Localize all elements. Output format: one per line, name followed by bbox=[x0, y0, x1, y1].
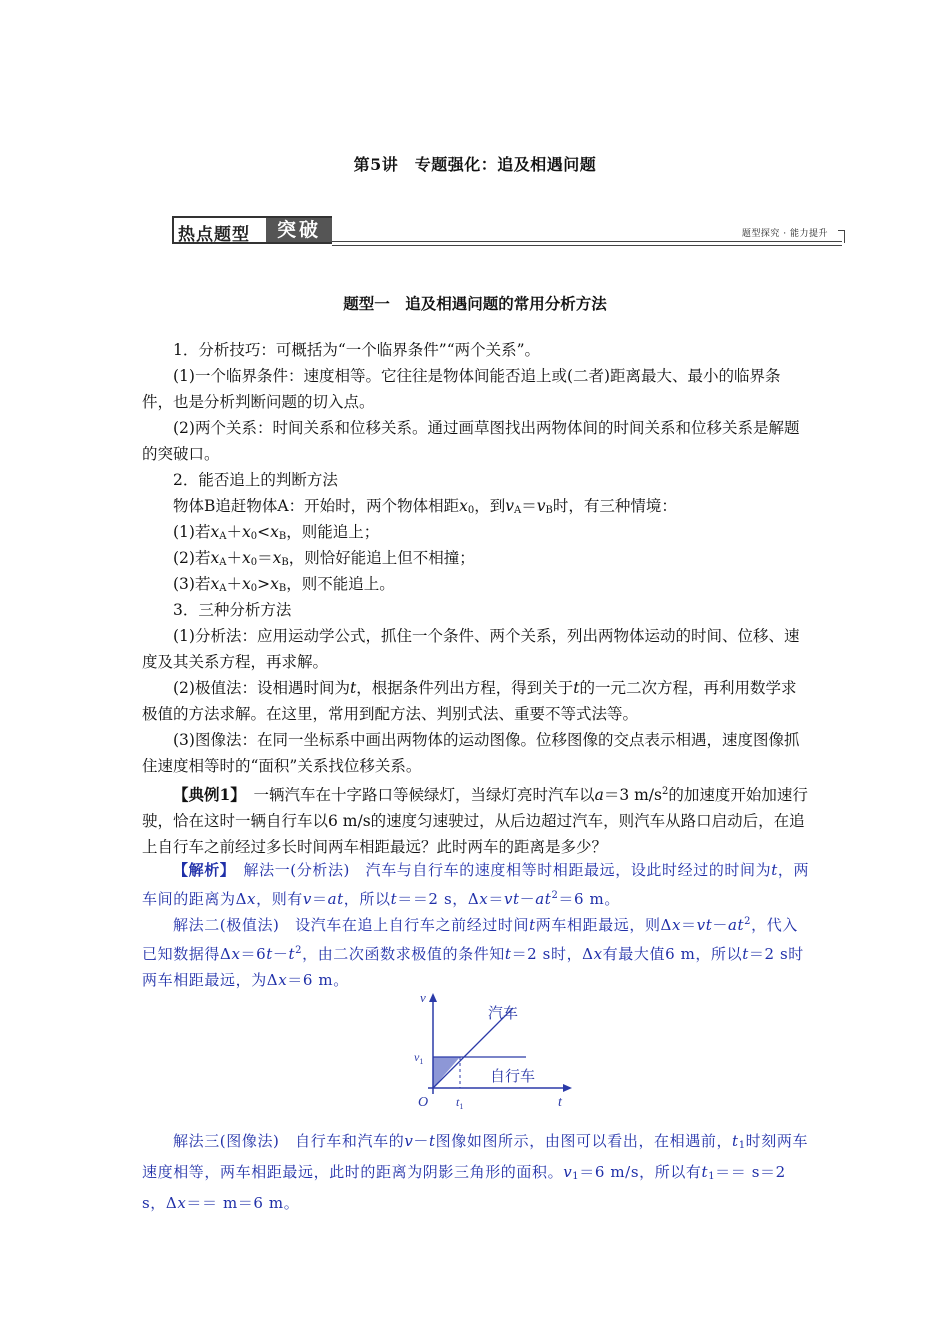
math-sub: 0 bbox=[467, 505, 475, 516]
v-axis-label: v bbox=[420, 990, 426, 1005]
text: ＝ bbox=[521, 497, 537, 515]
section-banner bbox=[172, 216, 844, 250]
text: ＋ bbox=[226, 575, 242, 593]
text: < bbox=[257, 523, 271, 541]
text: ，到 bbox=[474, 497, 506, 515]
t1-label-sub: 1 bbox=[459, 1102, 464, 1111]
math-var: x bbox=[241, 575, 251, 593]
text: ，则能追上； bbox=[286, 523, 380, 541]
banner-rule-lower bbox=[332, 245, 842, 246]
text: ，则不能追上。 bbox=[286, 575, 395, 593]
text: － bbox=[712, 916, 728, 934]
text: 时刻两车速度相等，两车相距最远，此时的距离为阴影三角形的面积。 bbox=[142, 1132, 809, 1181]
math-sub: 0 bbox=[250, 557, 258, 568]
text: ＝6 m/s，所以有 bbox=[579, 1163, 702, 1181]
math-sup: 2 bbox=[744, 916, 752, 927]
math-var: x bbox=[459, 497, 468, 515]
math-var: t bbox=[349, 679, 357, 697]
text: ＋ bbox=[226, 523, 242, 541]
t1-label-var: t bbox=[456, 1095, 460, 1109]
math-var: t bbox=[573, 679, 580, 697]
text: (2)若 bbox=[173, 549, 211, 567]
paragraph-analysis-method: (1)分析法：应用运动学公式，抓住一个条件、两个关系，列出两物体运动的时间、位移、速度及其关系方程，再求解。 bbox=[142, 627, 800, 671]
text: ＝6 bbox=[240, 945, 267, 963]
text: 解法二(极值法) 设汽车在追上自行车之前经过时间 bbox=[173, 916, 530, 934]
text: 一辆汽车在十字路口等候绿灯，当绿灯亮时汽车以 bbox=[238, 786, 595, 804]
banner-rule bbox=[332, 241, 842, 242]
math-sup: 2 bbox=[551, 890, 559, 901]
math-var: x bbox=[479, 890, 489, 908]
math-var: x bbox=[671, 916, 682, 934]
text: ＝＝ s＝2 s，Δ bbox=[142, 1163, 786, 1212]
t1-label bbox=[456, 1095, 463, 1111]
car-label: 汽车 bbox=[488, 1004, 519, 1022]
math-sub: 1 bbox=[708, 1171, 716, 1182]
t-axis-label: t bbox=[558, 1095, 562, 1110]
math-sub: A bbox=[514, 505, 522, 516]
text: 的加速度开始加速行驶，恰在这时一辆自行车以6 m/s的速度匀速驶过，从后边超过汽车，则汽车从路口启动后，在追上自行车之前经过多长时间两车相距最远？此时两车的距离是多少？ bbox=[142, 786, 808, 856]
math-var: t bbox=[288, 945, 296, 963]
v1-label bbox=[414, 1050, 423, 1066]
v-axis-arrow bbox=[429, 993, 437, 1002]
velocity-time-graph bbox=[408, 990, 578, 1112]
math-var: vt bbox=[696, 916, 713, 934]
paragraph-extremum-method bbox=[142, 675, 810, 727]
text: ＝ bbox=[257, 549, 273, 567]
math-var: at bbox=[535, 890, 552, 908]
math-var: t bbox=[266, 945, 273, 963]
math-var: a bbox=[594, 786, 604, 804]
text: ＝ bbox=[312, 890, 328, 908]
math-var: v bbox=[563, 1163, 573, 1181]
text: ＝6 m。 bbox=[558, 890, 620, 908]
math-var: x bbox=[270, 523, 279, 541]
text: 物体B追赶物体A：开始时，两个物体相距 bbox=[173, 497, 460, 515]
text: 的一元二次方程，再利用数学求极值的方法求解。在这里，常用到配方法、判别式法、重要不等式法等。 bbox=[142, 679, 797, 723]
v1-label-sub: 1 bbox=[419, 1057, 424, 1066]
math-var: x bbox=[177, 1194, 187, 1212]
math-var: x bbox=[247, 890, 257, 908]
text: ＝2 s时，Δ bbox=[511, 945, 594, 963]
text: ，则有 bbox=[256, 890, 303, 908]
math-var: at bbox=[327, 890, 344, 908]
math-var: x bbox=[593, 945, 603, 963]
banner-rule-end bbox=[838, 230, 845, 243]
text: ＝＝ m＝6 m。 bbox=[186, 1194, 300, 1212]
text: ＝3 m/s bbox=[603, 786, 662, 804]
text: ＝ bbox=[681, 916, 697, 934]
math-var: t bbox=[504, 945, 512, 963]
solution-method-3 bbox=[142, 1128, 810, 1216]
text: ＝ bbox=[488, 890, 504, 908]
math-var: v bbox=[302, 890, 312, 908]
text: 解法一(分析法) 汽车与自行车的速度相等时相距最远，设此时经过的时间为 bbox=[227, 861, 772, 879]
text: ，两车间的距离为Δ bbox=[142, 861, 810, 908]
example-1-problem bbox=[142, 779, 810, 860]
paragraph-two-relations: (2)两个关系：时间关系和位移关系。通过画草图找出两物体间的时间关系和位移关系是解题的突破口。 bbox=[142, 419, 800, 463]
example-tag: 【典例1】 bbox=[173, 785, 239, 804]
math-var: at bbox=[727, 916, 745, 934]
paragraph-graph-method: (3)图像法：在同一坐标系中画出两物体的运动图像。位移图像的交点表示相遇，速度图像抓住速度相等时的“面积”关系找位移关系。 bbox=[142, 731, 800, 775]
math-var: v bbox=[505, 497, 514, 515]
math-var: t bbox=[771, 861, 778, 879]
math-var: t bbox=[732, 1132, 739, 1150]
math-var: t bbox=[701, 1163, 709, 1181]
math-sub: B bbox=[278, 583, 287, 594]
math-var: x bbox=[210, 523, 220, 541]
math-var: x bbox=[210, 549, 220, 567]
origin-label: O bbox=[418, 1095, 429, 1110]
math-var: x bbox=[241, 523, 251, 541]
math-var: t bbox=[529, 916, 536, 934]
math-var: t bbox=[429, 1132, 436, 1150]
banner-frame bbox=[172, 216, 332, 244]
math-sub: B bbox=[545, 505, 553, 516]
v1-label-var: v bbox=[414, 1050, 420, 1064]
paragraph-analysis-skill: 1．分析技巧：可概括为“一个临界条件”“两个关系”。 bbox=[173, 341, 541, 359]
text: － bbox=[272, 945, 289, 963]
page-title: 第5讲 专题强化：追及相遇问题 bbox=[353, 155, 597, 174]
banner-right-text: 突破 bbox=[266, 218, 332, 242]
text: (1)若 bbox=[173, 523, 211, 541]
bike-label: 自行车 bbox=[490, 1067, 536, 1085]
math-var: x bbox=[231, 945, 241, 963]
paragraph-three-methods-heading: 3．三种分析方法 bbox=[173, 601, 292, 619]
solution-tag: 【解析】 bbox=[173, 861, 228, 879]
math-var: v bbox=[404, 1132, 414, 1150]
text: ，根据条件列出方程，得到关于 bbox=[356, 679, 574, 697]
text: > bbox=[257, 575, 271, 593]
math-var: x bbox=[210, 575, 220, 593]
text: － bbox=[413, 1132, 429, 1150]
text: ，代入已知数据得Δ bbox=[142, 916, 798, 963]
math-var: t bbox=[742, 945, 749, 963]
math-var: v bbox=[536, 497, 546, 515]
math-sub: B bbox=[281, 557, 289, 568]
math-var: x bbox=[272, 549, 282, 567]
text: (2)极值法：设相遇时间为 bbox=[173, 679, 350, 697]
text: － bbox=[519, 890, 536, 908]
banner-tag: 题型探究 · 能力提升 bbox=[741, 229, 828, 239]
math-sub: B bbox=[278, 531, 287, 542]
text: 有最大值6 m，所以 bbox=[602, 945, 743, 963]
math-sup: 2 bbox=[295, 945, 303, 956]
t-axis-arrow bbox=[563, 1084, 572, 1092]
math-sub: 1 bbox=[738, 1140, 746, 1151]
text: (3)若 bbox=[173, 575, 211, 593]
math-var: t bbox=[390, 890, 398, 908]
math-sup: 2 bbox=[661, 786, 669, 797]
math-sub: 0 bbox=[250, 531, 258, 542]
math-sub: 0 bbox=[250, 583, 258, 594]
text: ，则恰好能追上但不相撞； bbox=[288, 549, 475, 567]
math-sub: A bbox=[219, 557, 227, 568]
section-title: 题型一 追及相遇问题的常用分析方法 bbox=[343, 294, 607, 313]
paragraph-judgment-heading: 2．能否追上的判断方法 bbox=[173, 471, 338, 489]
math-var: x bbox=[270, 575, 279, 593]
text: ＋ bbox=[226, 549, 242, 567]
text: 解法三(图像法) 自行车和汽车的 bbox=[173, 1132, 405, 1150]
banner-left-text: 热点题型 bbox=[178, 225, 250, 245]
paragraph-critical-condition: (1)一个临界条件：速度相等。它往往是物体间能否追上或(二者)距离最大、最小的临界条件，也是分析判断问题的切入点。 bbox=[142, 367, 781, 411]
text: ＝6 m。 bbox=[287, 971, 349, 989]
math-sub: 1 bbox=[572, 1171, 580, 1182]
solution-method-1 bbox=[142, 857, 810, 912]
text: 图像如图所示，由图可以看出，在相遇前， bbox=[435, 1132, 733, 1150]
text: ，所以 bbox=[343, 890, 391, 908]
math-sub: A bbox=[219, 583, 227, 594]
text: ，由二次函数求极值的条件知 bbox=[302, 945, 505, 963]
math-var: x bbox=[241, 549, 251, 567]
math-sub: A bbox=[219, 531, 227, 542]
text: 时，有三种情境： bbox=[552, 497, 677, 515]
math-var: vt bbox=[503, 890, 520, 908]
text: 两车相距最远，则Δ bbox=[535, 916, 672, 934]
text: ＝＝2 s，Δ bbox=[397, 890, 480, 908]
text: ＝2 s时两车相距最远，为Δ bbox=[142, 945, 804, 989]
math-var: x bbox=[278, 971, 288, 989]
solution-method-2 bbox=[142, 909, 810, 993]
